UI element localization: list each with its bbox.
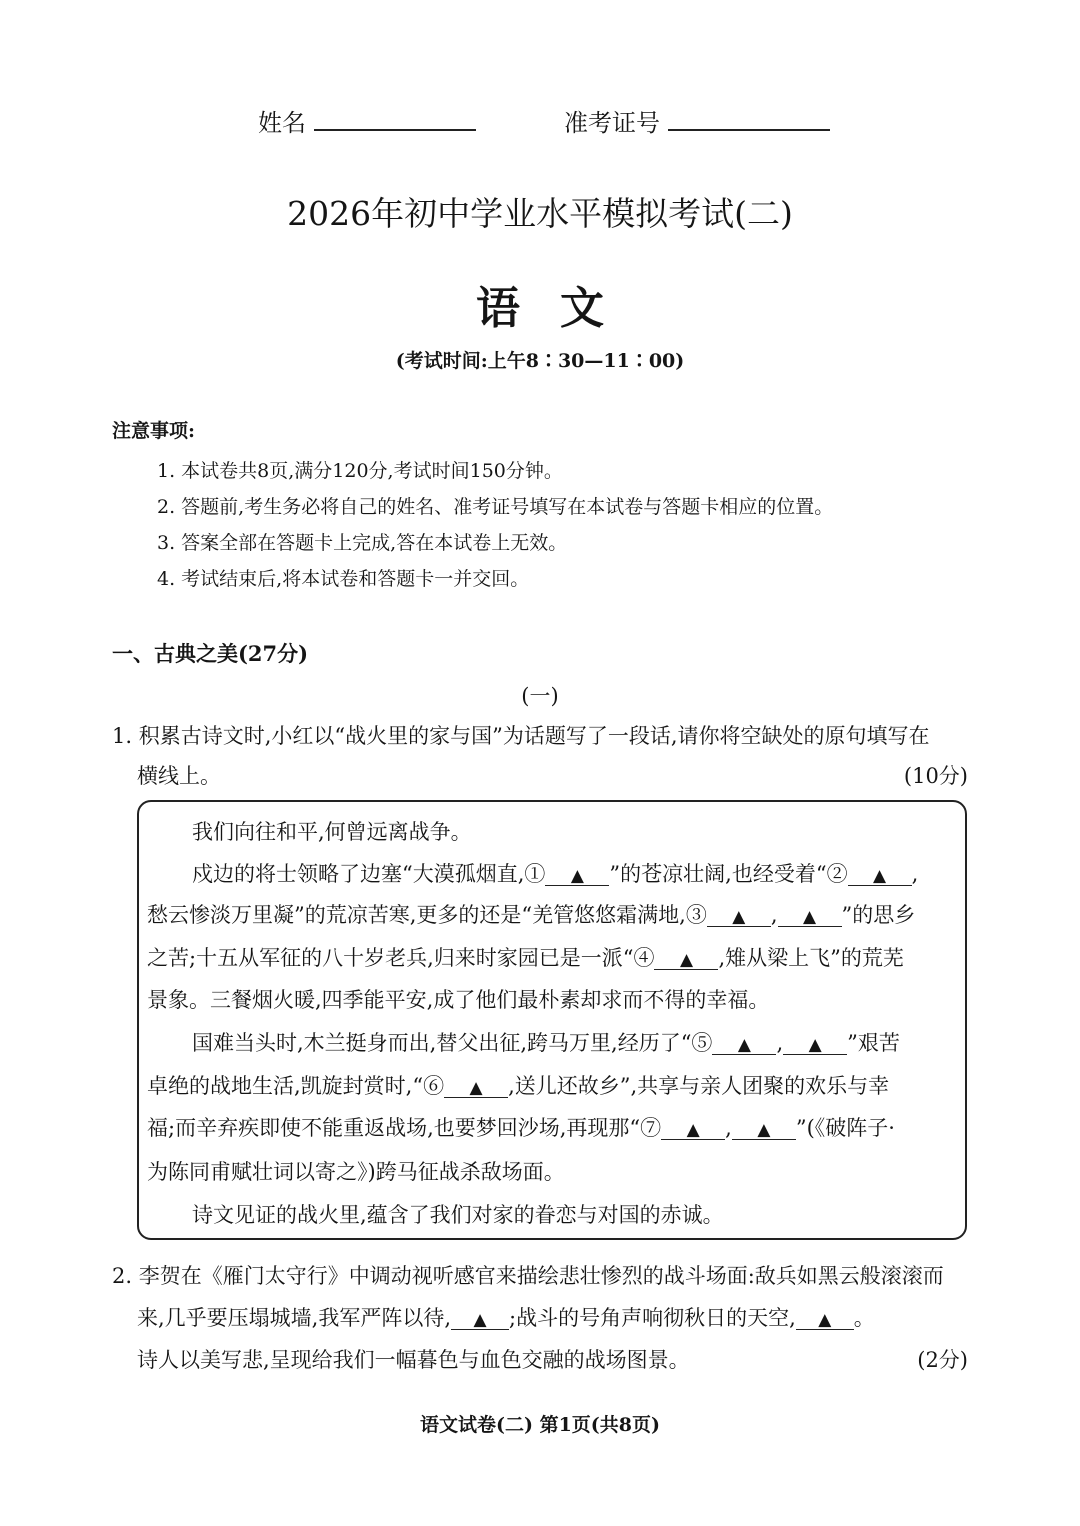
passage-line-3: 愁云惨淡万里凝”的荒凉苦寒,更多的还是“羌管悠悠霜满地,③ ▲ , ▲ ”的思乡: [147, 903, 916, 927]
triangle-icon: ▲: [873, 866, 887, 886]
question-1-score: (10分): [903, 764, 968, 788]
answer-blank: [783, 1033, 847, 1055]
answer-blank: [654, 948, 718, 970]
triangle-icon: ▲: [808, 1035, 822, 1055]
question-2-score: (2分): [917, 1348, 968, 1372]
passage-line-5: 景象。三餐烟火暖,四季能平安,成了他们最朴素却求而不得的幸福。: [147, 988, 770, 1012]
notice-item: 2. 答题前,考生务必将自己的姓名、准考证号填写在本试卷与答题卡相应的位置。: [157, 496, 834, 518]
passage-line-2: 戍边的将士领略了边塞“大漠孤烟直,① ▲ ”的苍凉壮阔,也经受着“② ▲ ,: [192, 862, 919, 886]
notice-title: 注意事项:: [112, 420, 196, 442]
answer-blank: [545, 864, 609, 886]
answer-blank: [661, 1118, 725, 1140]
question-2-text-cont: 来,几乎要压塌城墙,我军严阵以待, ▲ ;战斗的号角声响彻秋日的天空, ▲ 。: [137, 1306, 875, 1330]
exam-id-line: [668, 128, 830, 131]
question-1-text: 1. 积累古诗文时,小红以“战火里的家与国”为话题写了一段话,请你将空缺处的原句填写在: [112, 724, 930, 748]
passage-line-8: 福;而辛弃疾即使不能重返战场,也要梦回沙场,再现那“⑦ ▲ , ▲ ”(《破阵子·: [147, 1116, 895, 1140]
name-field[interactable]: [258, 103, 476, 138]
question-1-text-cont: 横线上。: [137, 764, 221, 788]
answer-blank: [778, 905, 842, 927]
triangle-icon: ▲: [469, 1078, 483, 1098]
question-2-text-end: 诗人以美写悲,呈现给我们一幅暮色与血色交融的战场图景。: [137, 1348, 690, 1372]
notice-item: 3. 答案全部在答题卡上完成,答在本试卷上无效。: [157, 532, 568, 554]
passage-line-7: 卓绝的战地生活,凯旋封赏时,“⑥ ▲ ,送儿还故乡”,共享与亲人团聚的欢乐与幸: [147, 1074, 890, 1098]
passage-line-6: 国难当头时,木兰挺身而出,替父出征,跨马万里,经历了“⑤ ▲ , ▲ ”艰苦: [192, 1031, 900, 1055]
answer-blank: [848, 864, 912, 886]
page-footer: 语文试卷(二) 第1页(共8页): [419, 1414, 660, 1436]
notice-item: 4. 考试结束后,将本试卷和答题卡一并交回。: [157, 568, 530, 590]
answer-blank: [451, 1308, 509, 1330]
answer-blank: [707, 905, 771, 927]
triangle-icon: ▲: [686, 1120, 700, 1140]
answer-blank: [732, 1118, 796, 1140]
triangle-icon: ▲: [802, 907, 817, 927]
subject-title: 语文: [476, 283, 644, 334]
notice-item: 1. 本试卷共8页,满分120分,考试时间150分钟。: [157, 460, 563, 482]
passage-line-1: 我们向往和平,何曾远离战争。: [192, 820, 472, 844]
name-label: 姓名: [258, 109, 306, 137]
exam-id-field[interactable]: [564, 103, 830, 138]
answer-blank: [712, 1033, 776, 1055]
triangle-icon: ▲: [473, 1310, 487, 1330]
section-title: 一、古典之美(27分): [112, 641, 309, 666]
triangle-icon: ▲: [570, 866, 584, 886]
triangle-icon: ▲: [818, 1310, 832, 1330]
triangle-icon: ▲: [757, 1120, 771, 1140]
question-2-text: 2. 李贺在《雁门太守行》中调动视听感官来描绘悲壮惨烈的战斗场面:敌兵如黑云般滚滚而: [112, 1264, 944, 1288]
passage-line-9: 为陈同甫赋壮词以寄之》)跨马征战杀敌场面。: [147, 1160, 565, 1184]
triangle-icon: ▲: [732, 907, 746, 927]
exam-title: 2026年初中学业水平模拟考试(二): [287, 194, 793, 233]
triangle-icon: ▲: [737, 1035, 751, 1055]
part-label: (一): [521, 684, 559, 708]
passage-line-4: 之苦;十五从军征的八十岁老兵,归来时家园已是一派“④ ▲ ,雉从梁上飞”的荒芜: [147, 946, 904, 970]
exam-time: (考试时间:上午8∶30—11∶00): [395, 350, 685, 372]
answer-blank: [796, 1308, 854, 1330]
passage-line-10: 诗文见证的战火里,蕴含了我们对家的眷恋与对国的赤诚。: [192, 1203, 724, 1227]
exam-id-label: 准考证号: [564, 109, 660, 137]
triangle-icon: ▲: [679, 950, 694, 970]
answer-blank: [444, 1076, 508, 1098]
name-line: [314, 128, 476, 131]
